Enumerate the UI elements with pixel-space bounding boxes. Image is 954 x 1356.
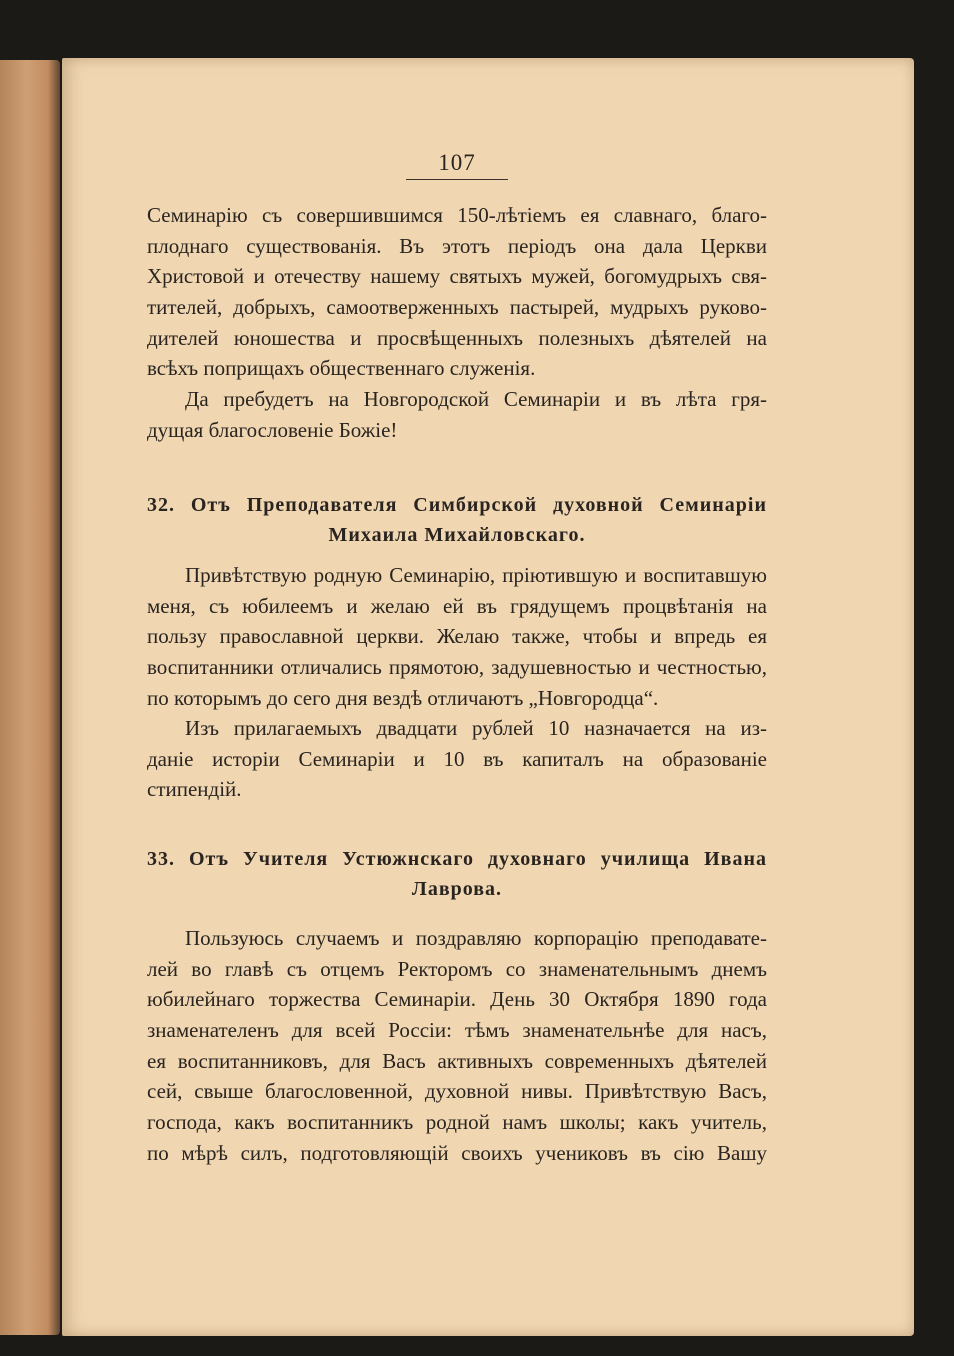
text-line: Да пребудетъ на Новгородской Семинаріи и въ лѣта гря- (185, 387, 767, 411)
text-line: дущая благословеніе Божіе! (147, 417, 398, 442)
text-line: Семинарію съ совершившимся 150-лѣтіемъ ея славнаго, благо- (147, 203, 767, 227)
paragraph-3 (147, 560, 767, 713)
text-line: тителей, добрыхъ, самоотверженныхъ пастырей, мудрыхъ руково- (147, 295, 767, 320)
text-line: господа, какъ воспитанникъ родной намъ школы; какъ учитель, (147, 1110, 767, 1135)
text-line: по мѣрѣ силъ, подготовляющій своихъ учениковъ въ сію Вашу (147, 1140, 767, 1165)
text-line: даніе исторіи Семинаріи и 10 въ капиталъ на образованіе (147, 746, 767, 771)
paragraph-2 (147, 384, 767, 445)
paragraph-1 (147, 200, 767, 384)
text-line: по которымъ до сего дня вездѣ отличаютъ „Новгородца“. (147, 685, 659, 710)
heading-line: Лаврова. (411, 878, 503, 900)
heading-line: Михаила Михайловскаго. (328, 524, 586, 546)
section-heading-32 (147, 490, 767, 550)
text-line: меня, съ юбилеемъ и желаю ей въ грядущемъ процвѣтанія на (147, 593, 767, 618)
text-line: Христовой и отечеству нашему святыхъ мужей, богомудрыхъ свя- (147, 264, 767, 289)
text-line: сей, свыше благословенной, духовной нивы. Привѣтствую Васъ, (147, 1079, 767, 1104)
text-line: воспитанники отличались прямотою, задушевностью и честностью, (147, 655, 767, 680)
text-line: Пользуюсь случаемъ и поздравляю корпорацію преподавате- (185, 926, 767, 950)
text-line: юбилейнаго торжества Семинаріи. День 30 Октября 1890 года (147, 987, 767, 1012)
page-number: 107 (406, 150, 508, 180)
text-line: плоднаго существованія. Въ этотъ періодъ она дала Церкви (147, 233, 767, 258)
text-line: лей во главѣ съ отцемъ Ректоромъ со знаменательнымъ днемъ (147, 956, 767, 981)
paragraph-5 (147, 923, 767, 1169)
paragraph-4 (147, 713, 767, 805)
heading-line: 33. Отъ Учителя Устюжнскаго духовнаго училища Ивана (147, 848, 767, 870)
text-line: дителей юношества и просвѣщенныхъ полезныхъ дѣятелей на (147, 325, 767, 350)
text-line: Привѣтствую родную Семинарію, пріютившую и воспитавшую (185, 563, 767, 587)
text-line: всѣхъ поприщахъ общественнаго служенія. (147, 356, 536, 381)
text-line: пользу православной церкви. Желаю также, чтобы и впредь ея (147, 624, 767, 649)
heading-line: 32. Отъ Преподавателя Симбирской духовной Семинаріи (147, 494, 767, 516)
text-line: ея воспитанниковъ, для Васъ активныхъ современныхъ дѣятелей (147, 1048, 767, 1073)
text-line: стипендій. (147, 777, 242, 802)
book-page (62, 58, 914, 1336)
adjacent-page-edge (0, 60, 60, 1335)
text-line: Изъ прилагаемыхъ двадцати рублей 10 назначается на из- (185, 716, 767, 740)
section-heading-33 (147, 844, 767, 904)
text-line: знаменателенъ для всей Россіи: тѣмъ знаменательнѣе для насъ, (147, 1018, 767, 1043)
